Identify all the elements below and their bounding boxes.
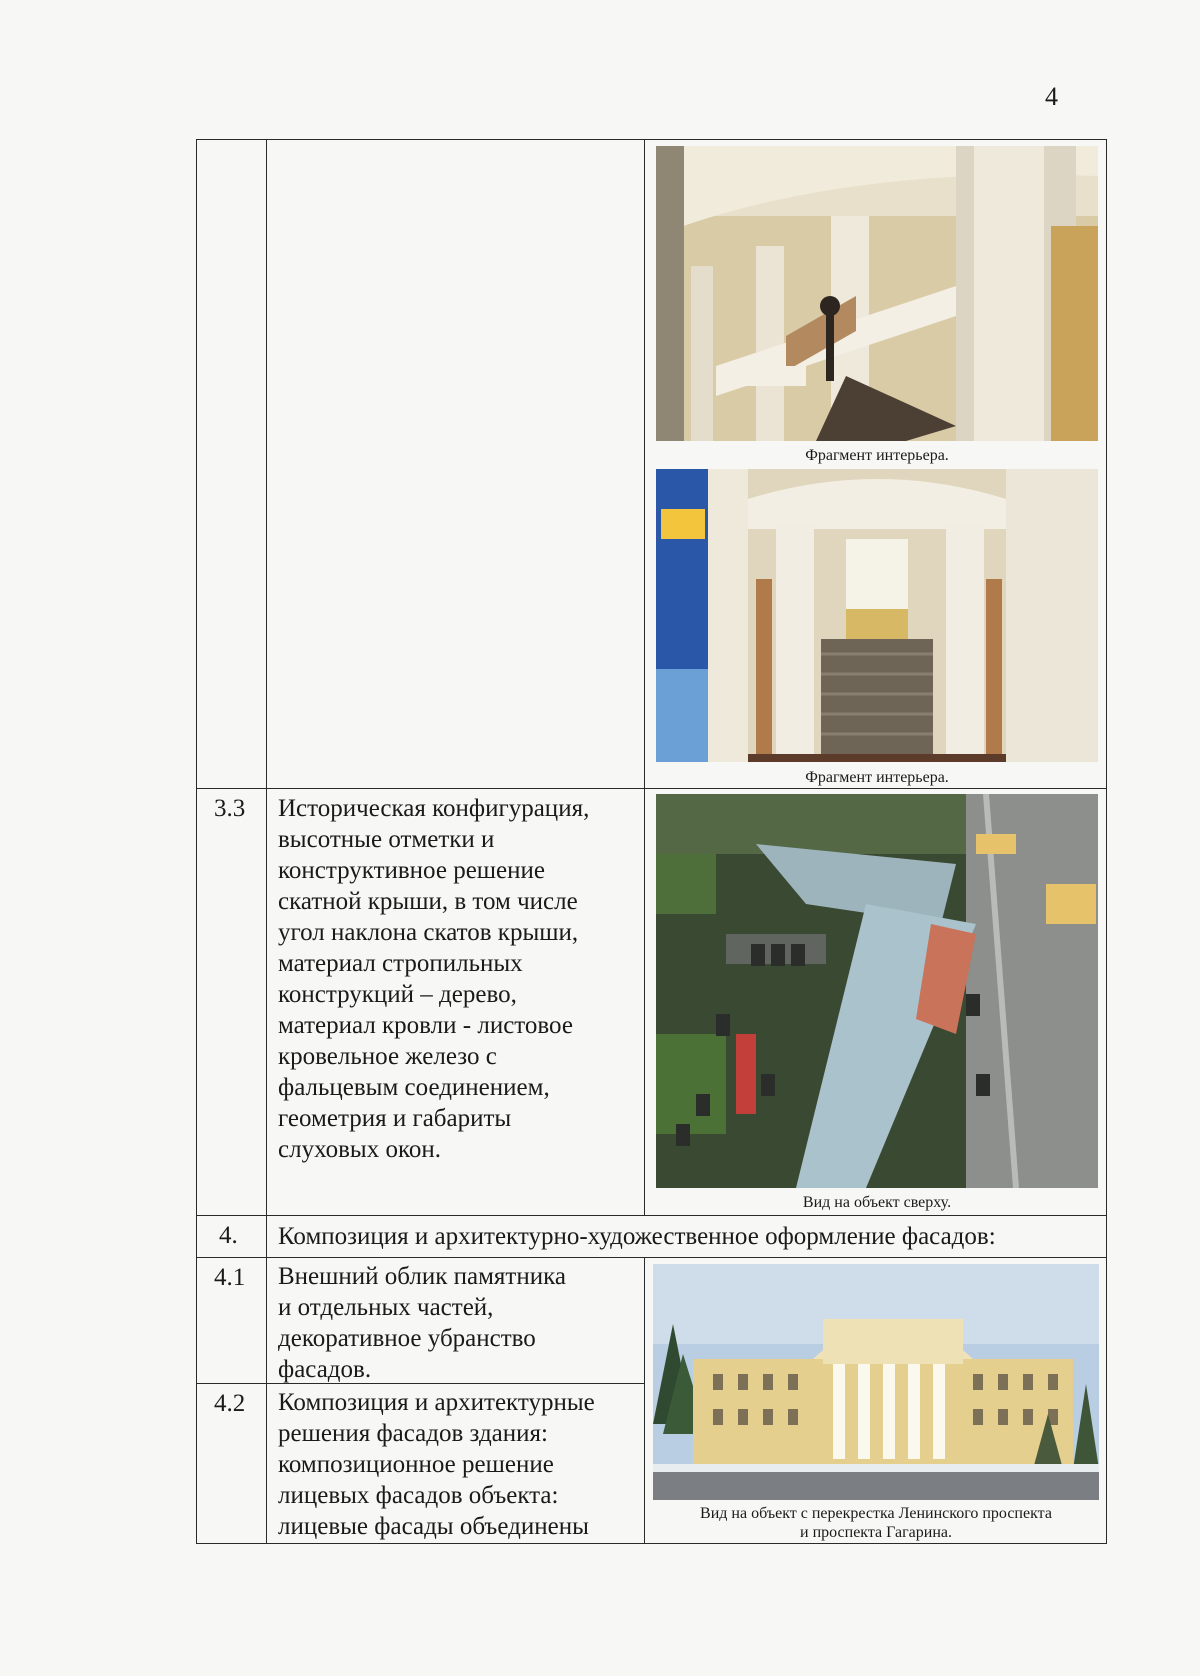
interior-stair-caption: Фрагмент интерьера. [805, 447, 949, 464]
table-border-bottom [196, 1543, 1107, 1544]
table-border-left [196, 139, 197, 1544]
row-number-4: 4. [219, 1222, 238, 1249]
row-text-4: Композиция и архитектурно-художественное оформление фасадов: [278, 1223, 996, 1250]
text-line: угол наклона скатов крыши, [278, 919, 579, 946]
text-line: конструктивное решение [278, 857, 546, 884]
row-number-4-2: 4.2 [214, 1390, 246, 1417]
text-line: материал стропильных [278, 950, 523, 977]
text-line: лицевых фасадов объекта: [278, 1482, 559, 1509]
text-line: скатной крыши, в том числе [278, 888, 578, 915]
row-divider-4-1 [196, 1257, 1107, 1258]
page-number: 4 [1045, 82, 1058, 111]
row-number-3-3: 3.3 [214, 795, 246, 822]
text-line: Внешний облик памятника [278, 1263, 566, 1290]
table-border-right [1106, 139, 1107, 1544]
interior-hall-caption: Фрагмент интерьера. [805, 769, 949, 786]
caption-line: и проспекта Гагарина. [800, 1524, 952, 1541]
interior-stair-photo [656, 146, 1098, 441]
row-number-4-1: 4.1 [214, 1264, 246, 1291]
row-divider-3-3 [196, 788, 1107, 789]
column-divider-number [266, 139, 267, 1544]
text-line: кровельное железо с [278, 1043, 497, 1070]
text-line: слуховых окон. [278, 1136, 441, 1163]
text-line: композиционное решение [278, 1451, 554, 1478]
row-divider-4 [196, 1215, 1107, 1216]
text-line: декоративное убранство [278, 1325, 536, 1352]
text-line: Историческая конфигурация, [278, 795, 590, 822]
text-line: фасадов. [278, 1356, 372, 1383]
text-line: решения фасадов здания: [278, 1420, 548, 1447]
text-line: Композиция и архитектурные [278, 1389, 595, 1416]
table-border-top [196, 139, 1107, 140]
column-divider-text-upper [644, 139, 645, 1215]
building-facade-photo [653, 1264, 1099, 1500]
text-line: высотные отметки и [278, 826, 495, 853]
text-line: фальцевым соединением, [278, 1074, 550, 1101]
column-divider-text-lower [644, 1258, 645, 1544]
text-line: и отдельных частей, [278, 1294, 494, 1321]
caption-line: Вид на объект с перекрестка Ленинского проспекта [700, 1505, 1052, 1522]
building-facade-caption [649, 1504, 1103, 1542]
text-line: лицевые фасады объединены [278, 1513, 589, 1540]
text-line: геометрия и габариты [278, 1105, 512, 1132]
aerial-map-photo [656, 794, 1098, 1188]
row-text-3-3 [278, 793, 638, 1165]
row-text-4-1 [278, 1261, 638, 1385]
text-line: материал кровли - листовое [278, 1012, 573, 1039]
aerial-map-caption: Вид на объект сверху. [802, 1194, 952, 1211]
interior-hall-photo [656, 469, 1098, 762]
text-line: конструкций – дерево, [278, 981, 517, 1008]
row-text-4-2 [278, 1387, 638, 1542]
